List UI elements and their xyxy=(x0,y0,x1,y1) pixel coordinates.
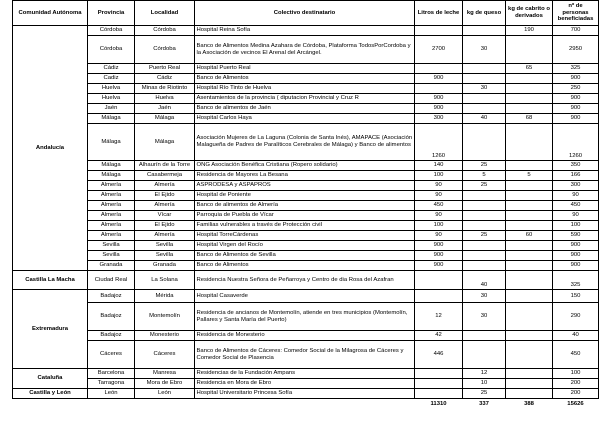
table-row xyxy=(13,191,599,201)
cabrito-cell xyxy=(506,251,553,261)
colectivo-cell: Residencia de Mayores La Besana xyxy=(195,171,415,181)
header-personas: nº de personas beneficiadas xyxy=(553,1,599,26)
colectivo-cell: Hospital Universitario Princesa Sofía xyxy=(195,389,415,399)
table-row xyxy=(13,211,599,221)
personas-cell: 450 xyxy=(553,341,599,369)
provincia-cell: Almería xyxy=(88,231,135,241)
cabrito-cell xyxy=(506,341,553,369)
cabrito-cell xyxy=(506,74,553,84)
cabrito-cell xyxy=(506,389,553,399)
provincia-cell: Almería xyxy=(88,201,135,211)
personas-cell: 150 xyxy=(553,290,599,303)
colectivo-cell: Familias vulnerables a través de Protección civil xyxy=(195,221,415,231)
queso-cell xyxy=(463,331,506,341)
table-row xyxy=(13,379,599,389)
personas-cell: 900 xyxy=(553,261,599,271)
totals-spacer xyxy=(13,399,415,410)
personas-cell: 900 xyxy=(553,241,599,251)
personas-cell: 300 xyxy=(553,181,599,191)
queso-cell: 40 xyxy=(463,114,506,124)
localidad-cell: Mérida xyxy=(135,290,195,303)
personas-cell: 100 xyxy=(553,221,599,231)
colectivo-cell: Banco de Alimentos xyxy=(195,261,415,271)
personas-cell: 200 xyxy=(553,389,599,399)
cabrito-cell xyxy=(506,191,553,201)
colectivo-cell: Hospital Casaverde xyxy=(195,290,415,303)
total-personas: 15626 xyxy=(567,400,584,407)
personas-cell: 900 xyxy=(553,74,599,84)
cabrito-cell xyxy=(506,290,553,303)
cabrito-cell xyxy=(506,379,553,389)
table-row xyxy=(13,251,599,261)
colectivo-cell: Hospital TorreCárdenas xyxy=(195,231,415,241)
table-row xyxy=(13,84,599,94)
localidad-cell: Huelva xyxy=(135,94,195,104)
litros-cell: 900 xyxy=(415,104,463,114)
localidad-cell: Almería xyxy=(135,181,195,191)
personas-cell: 1260 xyxy=(553,124,599,161)
cabrito-cell xyxy=(506,261,553,271)
provincia-cell: León xyxy=(88,389,135,399)
provincia-cell: Granada xyxy=(88,261,135,271)
total-litros: 11310 xyxy=(430,400,447,407)
localidad-cell: Granada xyxy=(135,261,195,271)
colectivo-cell: Hospital Río Tinto de Huelva xyxy=(195,84,415,94)
queso-cell xyxy=(463,191,506,201)
personas-cell: 450 xyxy=(553,201,599,211)
table-row xyxy=(13,124,599,161)
cabrito-cell xyxy=(506,369,553,379)
table-row xyxy=(13,94,599,104)
queso-cell xyxy=(463,341,506,369)
personas-cell: 290 xyxy=(553,303,599,331)
personas-cell: 325 xyxy=(553,271,599,290)
colectivo-cell: Hospital Virgen del Rocío xyxy=(195,241,415,251)
provincia-cell: Jaén xyxy=(88,104,135,114)
personas-cell: 2950 xyxy=(553,36,599,64)
queso-cell: 30 xyxy=(463,290,506,303)
colectivo-cell: ONG Asociación Benéfica Cristiana (Ropero solidario) xyxy=(195,161,415,171)
colectivo-cell: Hospital Puerto Real xyxy=(195,64,415,74)
queso-cell xyxy=(463,201,506,211)
localidad-cell: Almería xyxy=(135,231,195,241)
cabrito-cell xyxy=(506,201,553,211)
total-queso: 337 xyxy=(479,400,489,407)
provincia-cell: Sevilla xyxy=(88,241,135,251)
personas-cell: 40 xyxy=(553,331,599,341)
litros-cell: 90 xyxy=(415,211,463,221)
litros-cell xyxy=(415,84,463,94)
queso-cell xyxy=(463,211,506,221)
colectivo-cell: Banco de Alimentos de Sevilla xyxy=(195,251,415,261)
litros-cell: 90 xyxy=(415,231,463,241)
litros-cell: 90 xyxy=(415,191,463,201)
colectivo-cell: Residencias de la Fundación Ampans xyxy=(195,369,415,379)
localidad-cell: Málaga xyxy=(135,124,195,161)
header-localidad: Localidad xyxy=(135,1,195,26)
litros-cell: 900 xyxy=(415,241,463,251)
provincia-cell: Ciudad Real xyxy=(88,271,135,290)
provincia-cell: Málaga xyxy=(88,124,135,161)
localidad-cell: Casabermeja xyxy=(135,171,195,181)
cabrito-cell: 68 xyxy=(506,114,553,124)
provincia-cell: Tarragona xyxy=(88,379,135,389)
total-cabrito: 388 xyxy=(524,400,534,407)
table-row xyxy=(13,331,599,341)
colectivo-cell: Residencia en Mora de Ebro xyxy=(195,379,415,389)
litros-cell: 900 xyxy=(415,94,463,104)
provincia-cell: Huelva xyxy=(88,94,135,104)
header-colectivo: Colectivo destinatario xyxy=(195,1,415,26)
cabrito-cell xyxy=(506,271,553,290)
personas-cell: 900 xyxy=(553,114,599,124)
provincia-cell: Sevilla xyxy=(88,251,135,261)
litros-cell: 1260 xyxy=(415,124,463,161)
personas-cell: 166 xyxy=(553,171,599,181)
colectivo-cell: Hospital Carlos Haya xyxy=(195,114,415,124)
cabrito-cell xyxy=(506,36,553,64)
localidad-cell: Puerto Real xyxy=(135,64,195,74)
localidad-cell: Mora de Ebro xyxy=(135,379,195,389)
queso-cell xyxy=(463,64,506,74)
colectivo-cell: Hospital Reina Sofía xyxy=(195,26,415,36)
litros-cell: 900 xyxy=(415,251,463,261)
personas-cell: 325 xyxy=(553,64,599,74)
litros-cell xyxy=(415,64,463,74)
personas-cell: 590 xyxy=(553,231,599,241)
cabrito-cell xyxy=(506,104,553,114)
table-row xyxy=(13,290,599,303)
cabrito-cell xyxy=(506,221,553,231)
queso-cell: 25 xyxy=(463,231,506,241)
table-row xyxy=(13,181,599,191)
litros-cell: 300 xyxy=(415,114,463,124)
litros-cell: 42 xyxy=(415,331,463,341)
queso-cell: 10 xyxy=(463,379,506,389)
cabrito-cell: 190 xyxy=(506,26,553,36)
table-row xyxy=(13,26,599,36)
colectivo-cell: Banco de alimentos de Almería xyxy=(195,201,415,211)
provincia-cell: Córdoba xyxy=(88,36,135,64)
comunidad-cell: Andalucía xyxy=(13,26,88,271)
queso-cell: 25 xyxy=(463,389,506,399)
colectivo-cell: Banco de Alimentos de Cáceres: Comedor Social de la Milagrosa de Cáceres y Comedor Social de Plasencia xyxy=(195,341,415,369)
cabrito-cell xyxy=(506,331,553,341)
queso-cell: 12 xyxy=(463,369,506,379)
queso-cell xyxy=(463,241,506,251)
personas-cell: 900 xyxy=(553,104,599,114)
cabrito-cell xyxy=(506,181,553,191)
cabrito-cell xyxy=(506,211,553,221)
table-row xyxy=(13,271,599,290)
colectivo-cell: Banco de Alimentos xyxy=(195,74,415,84)
table-row xyxy=(13,389,599,399)
header-queso: kg de queso xyxy=(463,1,506,26)
litros-cell: 450 xyxy=(415,201,463,211)
queso-cell xyxy=(463,251,506,261)
table-row xyxy=(13,74,599,84)
table-row xyxy=(13,104,599,114)
table-row xyxy=(13,201,599,211)
localidad-cell: Vícar xyxy=(135,211,195,221)
colectivo-cell: Asociación Mujeres de La Laguna (Colonia de Santa Inés), AMAPACE (Asociación Malagueña de Padres de Paralíticos Cerebrales de Málaga) y Banco de alimentos xyxy=(195,124,415,161)
localidad-cell: Córdoba xyxy=(135,36,195,64)
litros-cell: 900 xyxy=(415,74,463,84)
litros-cell: 90 xyxy=(415,181,463,191)
table-row xyxy=(13,171,599,181)
localidad-cell: León xyxy=(135,389,195,399)
queso-cell xyxy=(463,104,506,114)
header-comunidad: Comunidad Autónoma xyxy=(13,1,88,26)
litros-cell: 100 xyxy=(415,171,463,181)
cabrito-cell xyxy=(506,124,553,161)
provincia-cell: Huelva xyxy=(88,84,135,94)
cabrito-cell xyxy=(506,303,553,331)
queso-cell xyxy=(463,261,506,271)
litros-cell: 900 xyxy=(415,261,463,271)
table-row xyxy=(13,231,599,241)
queso-cell: 40 xyxy=(463,271,506,290)
colectivo-cell: Banco de Alimentos Medina Azahara de Córdoba, Plataforma TodosPorCordoba y la Asociación de vecinos El Arenal del Arcángel. xyxy=(195,36,415,64)
table-row xyxy=(13,221,599,231)
personas-cell: 250 xyxy=(553,84,599,94)
provincia-cell: Cadiz xyxy=(88,74,135,84)
comunidad-cell: Castilla La Macha xyxy=(13,271,88,290)
localidad-cell: Monesterio xyxy=(135,331,195,341)
queso-cell xyxy=(463,94,506,104)
provincia-cell: Málaga xyxy=(88,161,135,171)
queso-cell: 30 xyxy=(463,303,506,331)
personas-cell: 900 xyxy=(553,251,599,261)
table-row xyxy=(13,64,599,74)
personas-cell: 900 xyxy=(553,94,599,104)
cabrito-cell: 60 xyxy=(506,231,553,241)
table-row xyxy=(13,341,599,369)
totals-row xyxy=(13,399,599,410)
header-litros: Litros de leche xyxy=(415,1,463,26)
localidad-cell: Málaga xyxy=(135,114,195,124)
comunidad-cell: Cataluña xyxy=(13,369,88,389)
provincia-cell: Málaga xyxy=(88,171,135,181)
personas-cell: 350 xyxy=(553,161,599,171)
cabrito-cell xyxy=(506,94,553,104)
provincia-cell: Cáceres xyxy=(88,341,135,369)
provincia-cell: Almería xyxy=(88,181,135,191)
localidad-cell: Sevilla xyxy=(135,251,195,261)
localidad-cell: Manresa xyxy=(135,369,195,379)
localidad-cell: Almería xyxy=(135,201,195,211)
personas-cell: 200 xyxy=(553,379,599,389)
litros-cell xyxy=(415,271,463,290)
cabrito-cell: 5 xyxy=(506,171,553,181)
queso-cell xyxy=(463,221,506,231)
provincia-cell: Córdoba xyxy=(88,26,135,36)
table-row xyxy=(13,369,599,379)
colectivo-cell: Banco de alimentos de Jaén xyxy=(195,104,415,114)
litros-cell: 2700 xyxy=(415,36,463,64)
comunidad-cell: Extremadura xyxy=(13,290,88,369)
queso-cell: 5 xyxy=(463,171,506,181)
header-provincia: Provincia xyxy=(88,1,135,26)
provincia-cell: Badajoz xyxy=(88,303,135,331)
personas-cell: 90 xyxy=(553,191,599,201)
personas-cell: 90 xyxy=(553,211,599,221)
table-row xyxy=(13,261,599,271)
localidad-cell: Cádiz xyxy=(135,74,195,84)
colectivo-cell: Residencia Nuestra Señora de Peñarroya y Centro de dia Rosa del Azafran xyxy=(195,271,415,290)
table-row xyxy=(13,161,599,171)
table-row xyxy=(13,36,599,64)
litros-cell xyxy=(415,379,463,389)
litros-cell xyxy=(415,389,463,399)
header-cabrito: kg de cabrito o derivados xyxy=(506,1,553,26)
queso-cell: 25 xyxy=(463,161,506,171)
comunidad-cell: Castilla y León xyxy=(13,389,88,399)
colectivo-cell: Residencia de ancianos de Montemolín, atiende en tres municipios (Montemolín, Pallares y Santa María del Puerto) xyxy=(195,303,415,331)
cabrito-cell xyxy=(506,84,553,94)
queso-cell: 30 xyxy=(463,36,506,64)
localidad-cell: Córdoba xyxy=(135,26,195,36)
litros-cell xyxy=(415,290,463,303)
queso-cell: 25 xyxy=(463,181,506,191)
provincia-cell: Almería xyxy=(88,221,135,231)
colectivo-cell: Residencia de Monesterio xyxy=(195,331,415,341)
queso-cell: 30 xyxy=(463,84,506,94)
queso-cell xyxy=(463,74,506,84)
cabrito-cell xyxy=(506,161,553,171)
table-row xyxy=(13,303,599,331)
localidad-cell: Sevilla xyxy=(135,241,195,251)
cabrito-cell xyxy=(506,241,553,251)
provincia-cell: Badajoz xyxy=(88,331,135,341)
localidad-cell: Alhaurín de la Torre xyxy=(135,161,195,171)
provincia-cell: Almería xyxy=(88,211,135,221)
litros-cell: 140 xyxy=(415,161,463,171)
table-row xyxy=(13,241,599,251)
litros-cell: 100 xyxy=(415,221,463,231)
localidad-cell: Minas de Riotinto xyxy=(135,84,195,94)
header-row xyxy=(13,1,599,26)
localidad-cell: Montemolín xyxy=(135,303,195,331)
colectivo-cell: ASPRODESA y ASPAPROS xyxy=(195,181,415,191)
queso-cell xyxy=(463,26,506,36)
queso-cell xyxy=(463,124,506,161)
localidad-cell: El Ejido xyxy=(135,191,195,201)
localidad-cell: Jaén xyxy=(135,104,195,114)
provincia-cell: Málaga xyxy=(88,114,135,124)
colectivo-cell: Parroquia de Puebla de Vícar xyxy=(195,211,415,221)
colectivo-cell: Asentamientos de la provincia ( diputacion Provincial y Cruz R xyxy=(195,94,415,104)
provincia-cell: Almería xyxy=(88,191,135,201)
localidad-cell: El Ejido xyxy=(135,221,195,231)
localidad-cell: Cáceres xyxy=(135,341,195,369)
provincia-cell: Barcelona xyxy=(88,369,135,379)
provincia-cell: Badajoz xyxy=(88,290,135,303)
cabrito-cell: 65 xyxy=(506,64,553,74)
personas-cell: 700 xyxy=(553,26,599,36)
personas-cell: 100 xyxy=(553,369,599,379)
litros-cell: 446 xyxy=(415,341,463,369)
table-row xyxy=(13,114,599,124)
litros-cell xyxy=(415,369,463,379)
localidad-cell: La Solana xyxy=(135,271,195,290)
colectivo-cell: Hospital de Poniente xyxy=(195,191,415,201)
donations-table xyxy=(12,0,599,409)
provincia-cell: Cádiz xyxy=(88,64,135,74)
litros-cell xyxy=(415,26,463,36)
table-body xyxy=(13,26,599,399)
litros-cell: 12 xyxy=(415,303,463,331)
